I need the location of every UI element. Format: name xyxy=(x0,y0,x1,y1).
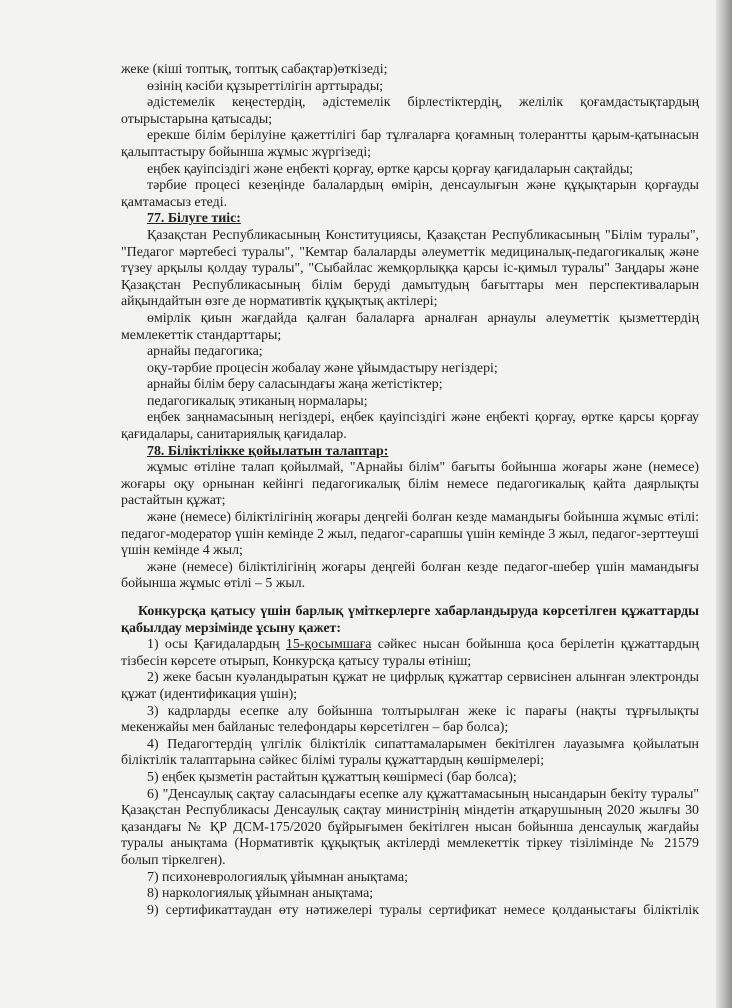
section-78-heading: 78. Біліктілікке қойылатын талаптар: xyxy=(147,443,389,459)
section-gap xyxy=(121,593,699,604)
duty-item: әдістемелік кеңестердің, әдістемелік бірлестіктердің, желілік қоғамдастықтардың отырыстарына қатысады; xyxy=(121,95,699,127)
document-item xyxy=(121,637,699,670)
knowledge-item: арнайы педагогика; xyxy=(147,344,263,360)
annex-reference: 15-қосымшаға xyxy=(285,637,372,653)
section-77-heading: 77. Білуге тиіс: xyxy=(147,211,241,227)
knowledge-item: Қазақстан Республикасының Конституциясы, Қазақстан Республикасының "Білім туралы", "Педагог мәртебесі туралы", "Кемтар балаларды әлеуметтік медициналық-педагогикалық және түзеу арқылы қолдау туралы", "Сыбайлас жемқорлыққа қарсы іс-қимыл туралы" Заңдары және Қазақстан Республикасының білім беруді дамытудың бағыттары мен перспективаларын айқындайтын өзге де нормативтік құқықтық актілері; xyxy=(121,227,699,310)
document-item: 2) жеке басын куәландыратын құжат не цифрлық құжаттар сервисінен алынған электронды құжат (идентификация үшін); xyxy=(121,670,699,702)
knowledge-item: педагогикалық этиканың нормалары; xyxy=(147,393,368,409)
page-text xyxy=(121,62,699,919)
knowledge-item: арнайы білім беру саласындағы жаңа жетістіктер; xyxy=(147,377,443,393)
knowledge-item: еңбек заңнамасының негіздері, еңбек қауіпсіздігі және еңбекті қорғау, өртке қарсы қорғау қағидалары, санитариялық қағидалар. xyxy=(121,410,699,443)
duty-item: өзінің кәсіби құзыреттілігін арттырады; xyxy=(147,78,384,94)
requirement-item: және (немесе) біліктілігінің жоғары деңгейі болған кезде педагог-шебер үшін мамандығы бойынша жұмыс өтілі – 5 жыл. xyxy=(121,559,699,592)
duty-item: еңбек қауіпсіздігі және еңбекті қорғау, өртке қарсы қорғау қағидаларын сақтайды; xyxy=(147,161,634,177)
documents-intro: Конкурсқа қатысу үшін барлық үміткерлерге хабарландыруда көрсетілген құжаттарды қабылдау мерзімінде ұсыну қажет: xyxy=(121,604,699,636)
document-item: 5) еңбек қызметін растайтын құжаттың көшірмесі (бар болса); xyxy=(147,769,517,785)
requirement-item: жұмыс өтіліне талап қойылмай, "Арнайы білім" бағыты бойынша жоғары және (немесе) жоғары оқу орнынан кейінгі педагогикалық білім немесе педагогикалық қайта даярлықты растайтын құжат; xyxy=(121,460,699,509)
scan-edge xyxy=(716,0,732,1008)
duty-item: жеке (кіші топтық, топтық сабақтар)өткізеді; xyxy=(121,62,388,77)
duty-item: ерекше білім берілуіне қажеттілігі бар тұлғаларға қоғамның толерантты қарым-қатынасын қалыптастыру бойынша жұмыс жүргізеді; xyxy=(121,128,699,160)
document-item: 4) Педагогтердің үлгілік біліктілік сипаттамаларымен бекітілген лауазымға қойылатын біліктілік талаптарына сәйкес білімі туралы құжаттардың көшірмелері; xyxy=(121,736,699,769)
requirement-item: және (немесе) біліктілігінің жоғары деңгейі болған кезде мамандығы бойынша жұмыс өтілі: педагог-модератор үшін кемінде 2 жыл, педагог-сарапшы үшін кемінде 3 жыл, педагог-зерттеуші үшін кемінде 4 жыл; xyxy=(121,510,699,559)
duty-item: тәрбие процесі кезеңінде балалардың өмірін, денсаулығын және құқықтарын қорғауды қамтамасыз етеді. xyxy=(121,178,699,210)
document-item-text: 1) осы Қағидалардың xyxy=(147,637,280,653)
document-item: 6) "Денсаулық сақтау саласындағы есепке алу құжаттамасының нысандарын бекіту туралы" Қазақстан Республикасы Денсаулық сақтау министрінің міндетін атқарушының 2020 жылғы 30 қазандағы № ҚР ДСМ-175/2020 бұйрығымен бекітілген нысан бойынша денсаулық жағдайы туралы анықтама (Нормативтік құқықтық актілерді мемлекеттік тіркеу тізілімінде № 21579 болып тіркелген). xyxy=(121,786,699,868)
document-item: 3) кадрларды есепке алу бойынша толтырылған жеке іс парағы (нақты тұрғылықты мекенжайы мен байланыс телефондары көрсетілген – бар болса); xyxy=(121,703,699,736)
document-item: 8) наркологиялық ұйымнан анықтама; xyxy=(147,886,374,902)
document-item: 7) психоневрологиялық ұйымнан анықтама; xyxy=(147,869,408,885)
knowledge-item: өмірлік қиын жағдайда қалған балаларға арналған арнаулы әлеуметтік қызметтердің мемлекеттік стандарттары; xyxy=(121,310,699,343)
knowledge-item: оқу-тәрбие процесін жобалау және ұйымдастыру негіздері; xyxy=(147,360,498,376)
document-item-text: сәйкес нысан бойынша қоса берілетін құжаттардың тізбесін көрсете отырып, Конкурсқа қатысу туралы өтініш; xyxy=(121,637,699,669)
document-item: 9) сертификаттаудан өту нәтижелері туралы сертификат немесе қолданыстағы біліктілік xyxy=(147,902,699,918)
